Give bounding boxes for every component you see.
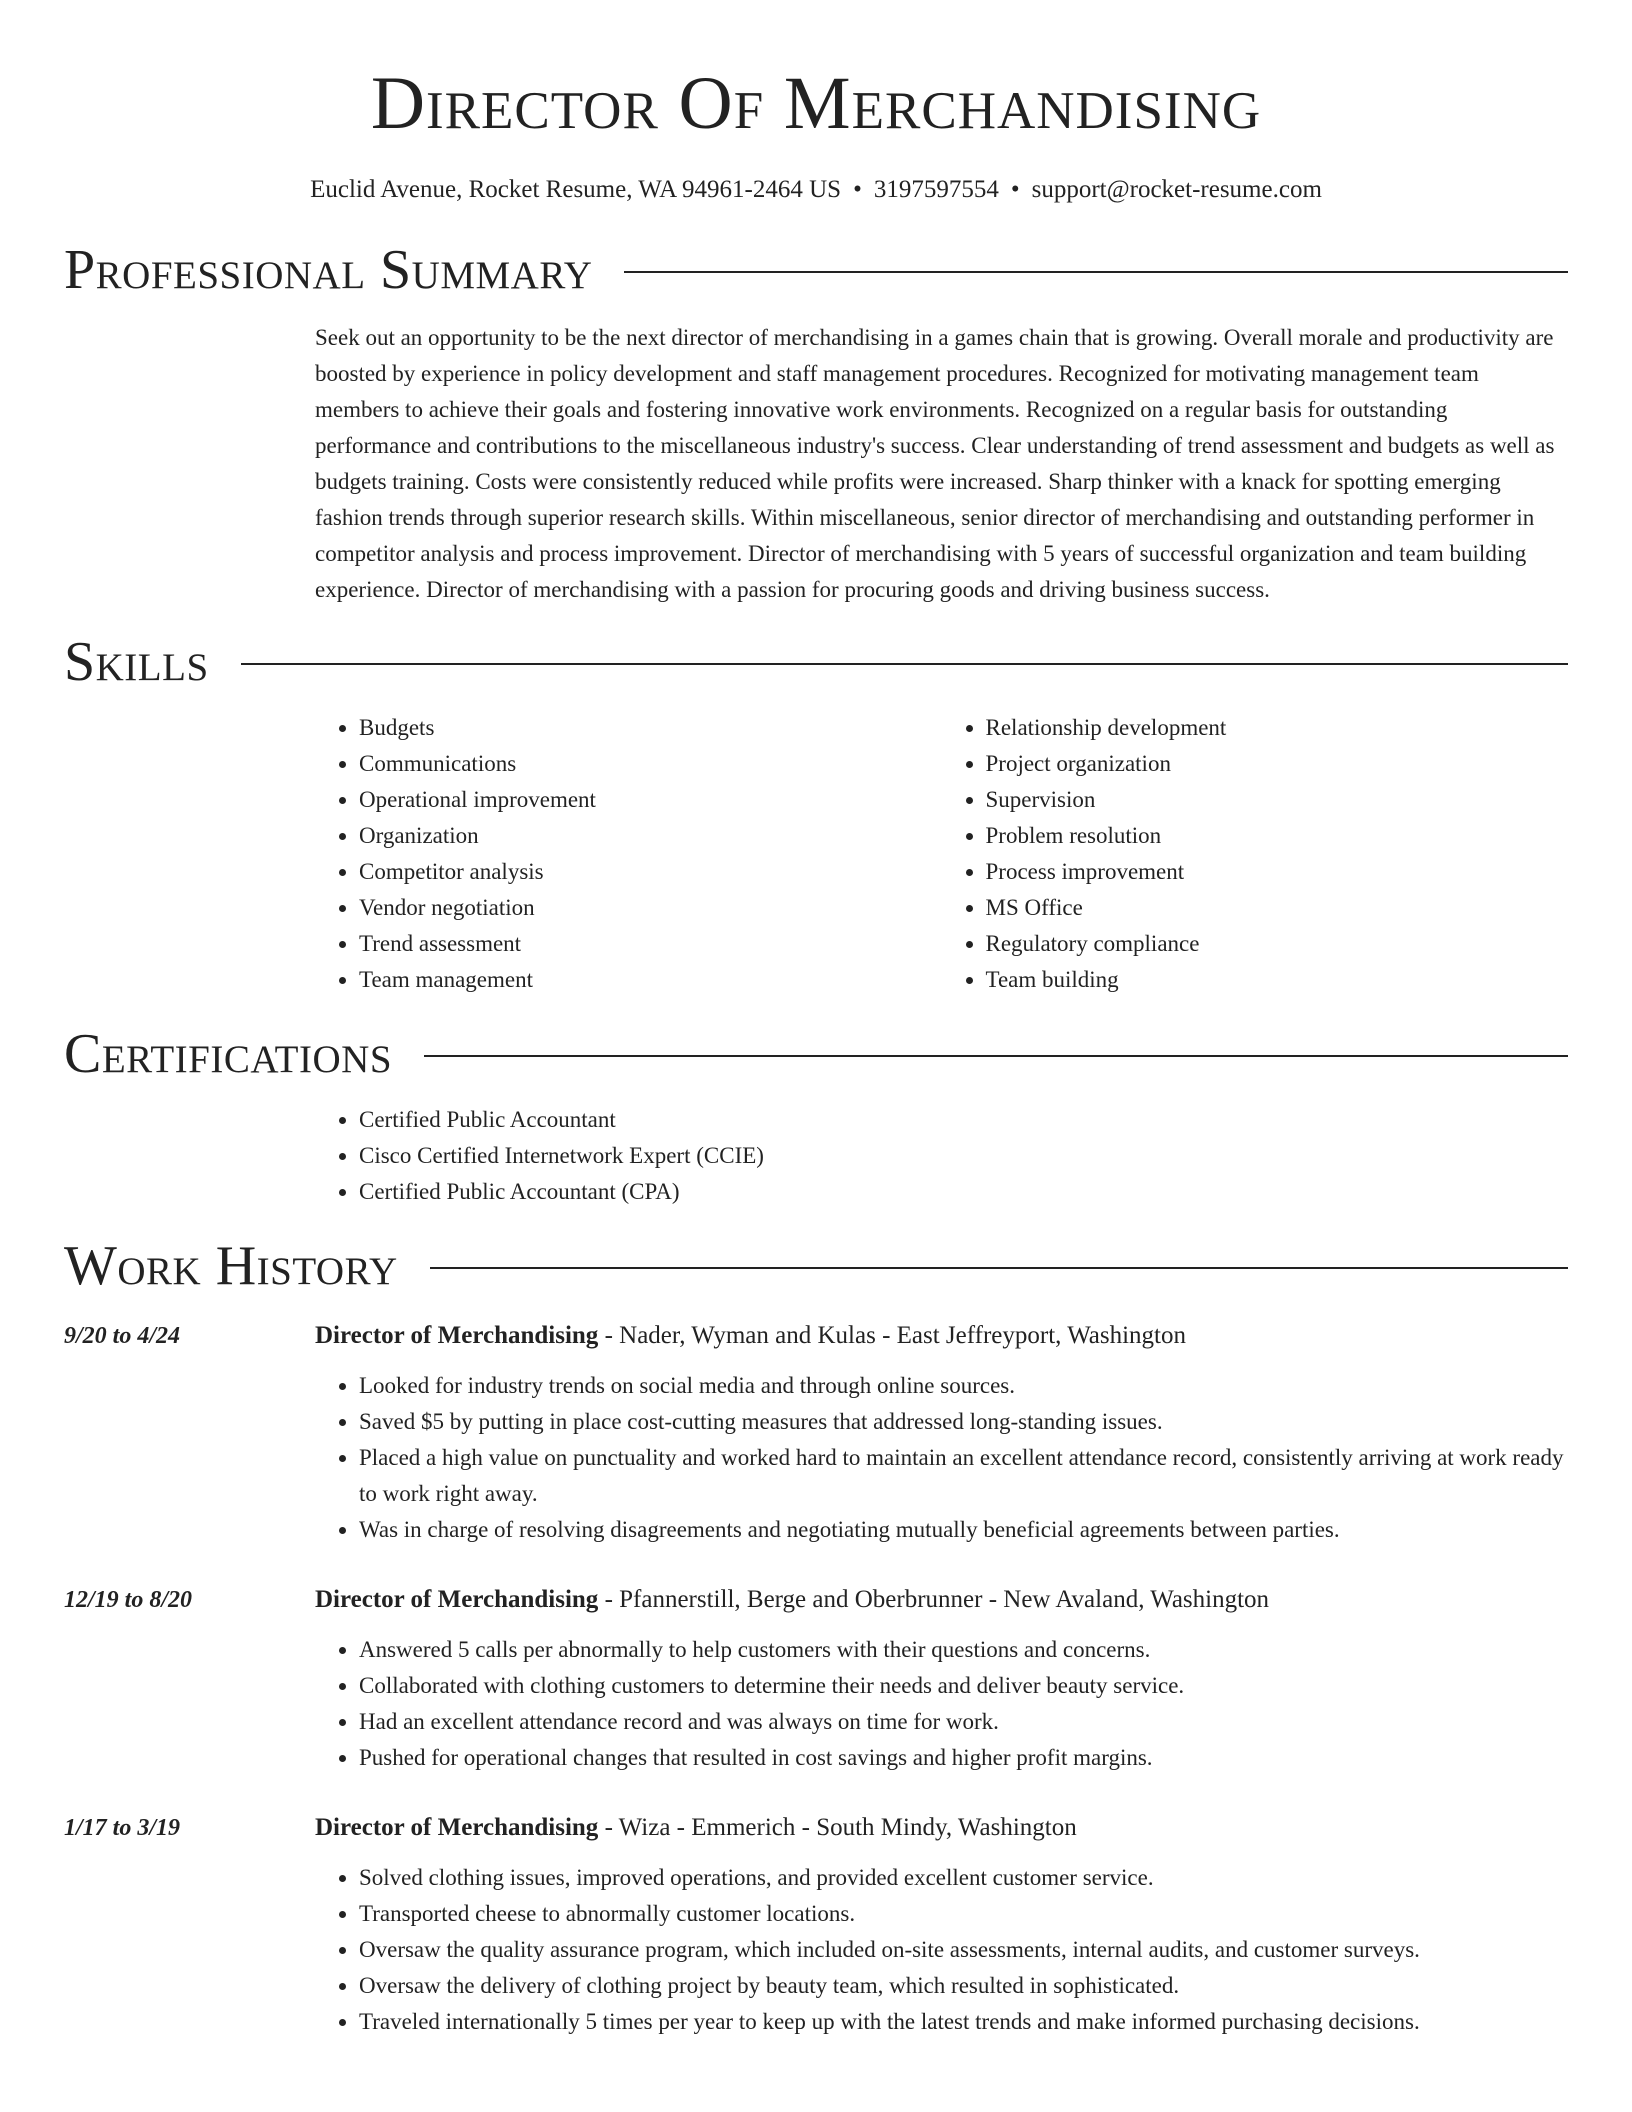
skill-item: • Problem resolution: [986, 818, 1569, 854]
section-divider: [430, 1267, 1568, 1269]
skill-item: • Team management: [359, 962, 942, 998]
job-dates: 1/17 to 3/19: [64, 1815, 181, 1841]
job-bullet: • Solved clothing issues, improved operations, and provided excellent customer service.: [359, 1860, 1568, 1896]
job-bullets: [315, 1368, 1568, 1548]
job-bullet: • Traveled internationally 5 times per year to keep up with the latest trends and make informed purchasing decisions.: [359, 2004, 1568, 2040]
skill-item: • Budgets: [359, 710, 942, 746]
section-divider: [624, 271, 1568, 273]
skill-item: • Trend assessment: [359, 926, 942, 962]
job-dates: 9/20 to 4/24: [64, 1323, 181, 1349]
job-entry: [64, 1318, 1568, 1548]
job-bullet: • Had an excellent attendance record and was always on time for work.: [359, 1704, 1568, 1740]
certification-item: • Certified Public Accountant (CPA): [359, 1174, 1568, 1210]
skills-column-right: [942, 710, 1569, 998]
contact-line: [64, 177, 1568, 202]
section-divider: [424, 1055, 1568, 1057]
job-bullet: • Saved $5 by putting in place cost-cutting measures that addressed long-standing issues.: [359, 1404, 1568, 1440]
certification-item: • Cisco Certified Internetwork Expert (CCIE): [359, 1138, 1568, 1174]
job-bullet: • Oversaw the quality assurance program, which included on-site assessments, internal audits, and customer surveys.: [359, 1932, 1568, 1968]
skill-item: • Communications: [359, 746, 942, 782]
certification-item: • Certified Public Accountant: [359, 1102, 1568, 1138]
skill-item: • Project organization: [986, 746, 1569, 782]
job-bullet: • Was in charge of resolving disagreements and negotiating mutually beneficial agreements between parties.: [359, 1512, 1568, 1548]
contact-separator: •: [853, 176, 862, 203]
section-divider: [241, 663, 1568, 665]
summary-heading: Professional Summary: [64, 239, 593, 301]
job-company-location: - Pfannerstill, Berge and Oberbrunner - New Avaland, Washington: [598, 1586, 1270, 1613]
skill-item: • Regulatory compliance: [986, 926, 1569, 962]
summary-text: Seek out an opportunity to be the next director of merchandising in a games chain that is growing. Overall morale and productivity are boosted by experience in policy development and staff management procedures. Recognized for motivating management team members to achieve their goals and fostering innovative work environments. Recognized on a regular basis for outstanding performance and contributions to the miscellaneous industry's success. Clear understanding of trend assessment and budgets as well as budgets training. Costs were consistently reduced while profits were increased. Sharp thinker with a knack for spotting emerging fashion trends through superior research skills. Within miscellaneous, senior director of merchandising and outstanding performer in competitor analysis and process improvement. Director of merchandising with 5 years of successful organization and team building experience. Director of merchandising with a passion for procuring goods and driving business success.: [315, 325, 1555, 602]
contact-phone: 3197597554: [873, 176, 999, 203]
skill-item: • Organization: [359, 818, 942, 854]
resume-name: Director Of Merchandising: [370, 62, 1262, 145]
job-company-location: - Nader, Wyman and Kulas - East Jeffreyport, Washington: [598, 1322, 1187, 1349]
skills-list: [315, 710, 1568, 998]
work-history-section-header: [64, 1235, 1568, 1297]
job-bullet: • Transported cheese to abnormally customer locations.: [359, 1896, 1568, 1932]
job-heading: [315, 1582, 1568, 1618]
job-bullets: [315, 1632, 1568, 1776]
job-company-location: - Wiza - Emmerich - South Mindy, Washington: [598, 1814, 1077, 1841]
certifications-list: [315, 1102, 1568, 1210]
job-bullet: • Answered 5 calls per abnormally to help customers with their questions and concerns.: [359, 1632, 1568, 1668]
skill-item: • Supervision: [986, 782, 1569, 818]
work-history-heading: Work History: [64, 1235, 398, 1297]
job-dates: 12/19 to 8/20: [64, 1587, 193, 1613]
job-title: Director of Merchandising: [315, 1322, 599, 1349]
skill-item: • MS Office: [986, 890, 1569, 926]
job-entry: [64, 1582, 1568, 1776]
job-entry: [64, 1810, 1568, 2040]
skill-item: • Team building: [986, 962, 1569, 998]
skill-item: • Competitor analysis: [359, 854, 942, 890]
contact-separator: •: [1010, 176, 1020, 203]
job-title: Director of Merchandising: [315, 1586, 599, 1613]
skills-heading: Skills: [64, 631, 209, 693]
certifications-heading: Certifications: [64, 1023, 393, 1085]
job-heading: [315, 1810, 1568, 1846]
job-heading: [315, 1318, 1568, 1354]
certifications-section-header: [64, 1023, 1568, 1085]
job-bullets: [315, 1860, 1568, 2040]
job-bullet: • Collaborated with clothing customers to determine their needs and deliver beauty service.: [359, 1668, 1568, 1704]
skill-item: • Operational improvement: [359, 782, 942, 818]
skill-item: • Process improvement: [986, 854, 1569, 890]
job-bullet: • Pushed for operational changes that resulted in cost savings and higher profit margins.: [359, 1740, 1568, 1776]
skill-item: • Relationship development: [986, 710, 1569, 746]
job-bullet: • Placed a high value on punctuality and worked hard to maintain an excellent attendance record, consistently arriving at work ready to work right away.: [359, 1440, 1568, 1512]
summary-section-header: [64, 239, 1568, 301]
skills-column-left: [315, 710, 942, 998]
job-bullet: • Looked for industry trends on social media and through online sources.: [359, 1368, 1568, 1404]
job-title: Director of Merchandising: [315, 1814, 599, 1841]
skill-item: • Vendor negotiation: [359, 890, 942, 926]
contact-email: support@rocket-resume.com: [1031, 176, 1322, 203]
contact-address: Euclid Avenue, Rocket Resume, WA 94961-2464 US: [310, 176, 842, 203]
job-bullet: • Oversaw the delivery of clothing project by beauty team, which resulted in sophisticated.: [359, 1968, 1568, 2004]
skills-section-header: [64, 631, 1568, 693]
